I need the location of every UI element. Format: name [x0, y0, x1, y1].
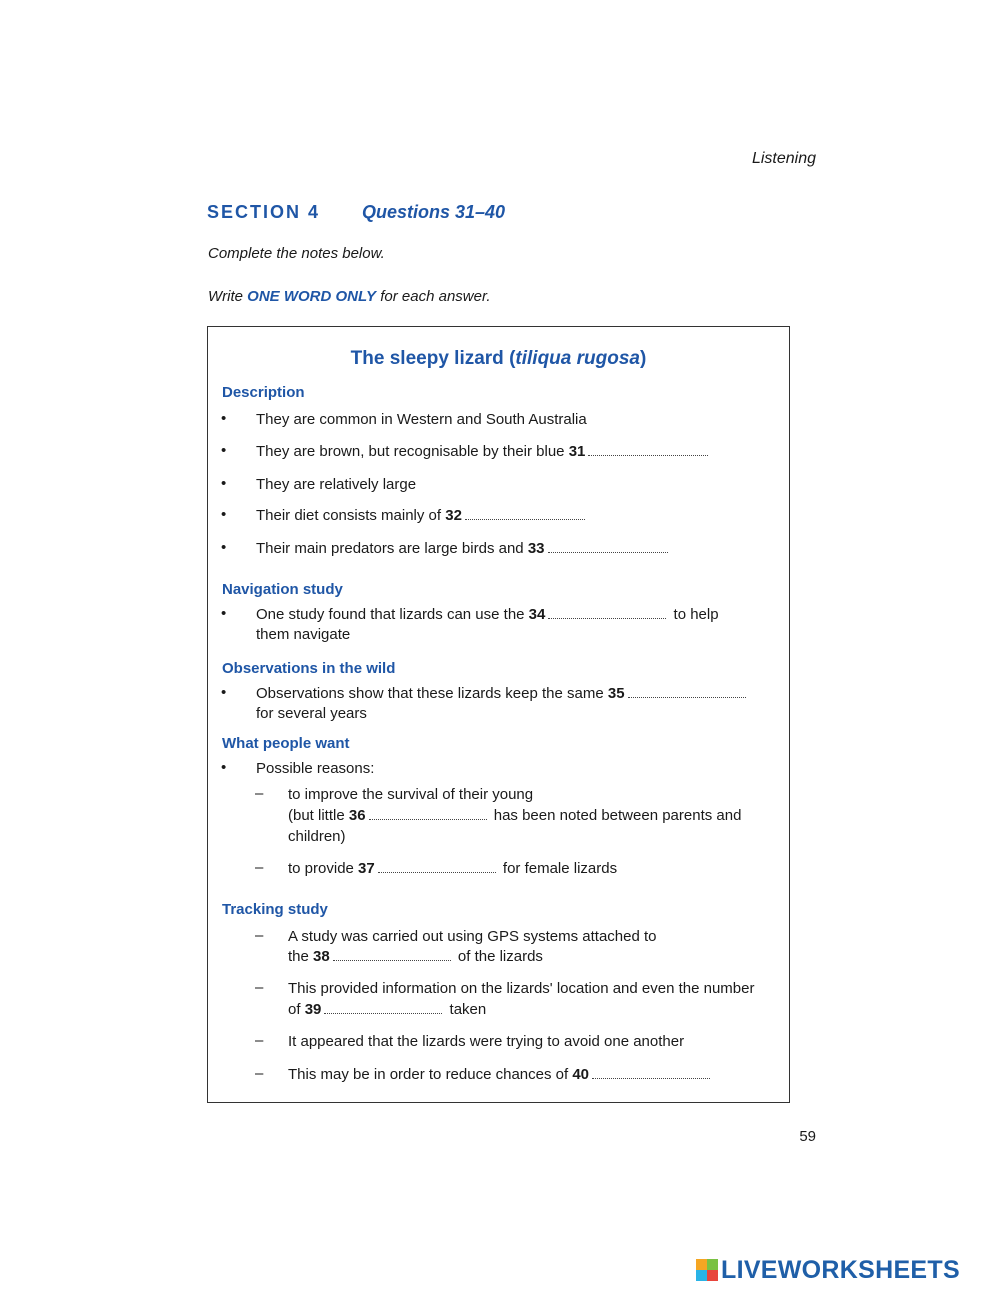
tracking-1-b-post: of the lizards — [457, 948, 543, 965]
bullet-icon: • — [221, 475, 227, 492]
tracking-2-b — [288, 999, 486, 1020]
tracking-1-b-pre: the — [288, 948, 309, 965]
people-reason-1: to improve the survival of their young — [288, 786, 534, 803]
tracking-4-pre: This may be in order to reduce chances of — [288, 1066, 569, 1083]
liveworksheets-logo-text: LIVEWORKSHEETS — [721, 1255, 960, 1284]
question-number-37: 37 — [358, 860, 375, 877]
question-number-35: 35 — [607, 685, 625, 702]
bullet-icon: • — [221, 684, 227, 701]
answer-blank-40[interactable] — [592, 1066, 710, 1079]
section-label: SECTION 4 — [207, 202, 321, 222]
tracking-4 — [288, 1064, 713, 1085]
desc-bullet-5 — [256, 538, 671, 559]
navigation-continuation: them navigate — [256, 626, 351, 643]
question-number-39: 39 — [304, 1001, 322, 1018]
desc-bullet-1: They are common in Western and South Australia — [256, 411, 587, 428]
instruction-rest: for each answer. — [380, 288, 491, 305]
dash-icon: – — [255, 979, 264, 996]
liveworksheets-logo — [696, 1256, 960, 1284]
people-reason-1-b-post: has been noted between parents and — [493, 807, 742, 824]
answer-blank-31[interactable] — [588, 443, 708, 456]
people-reason-2-post: for female lizards — [502, 860, 618, 877]
dash-icon: – — [255, 785, 264, 802]
question-number-31: 31 — [568, 443, 586, 460]
heading-navigation: Navigation study — [222, 581, 343, 598]
heading-people-want: What people want — [222, 735, 350, 752]
people-reason-1-b-pre: (but little — [288, 807, 345, 824]
title-species: tiliqua rugosa — [515, 348, 640, 369]
people-reason-1-c: children) — [288, 828, 346, 845]
bullet-icon: • — [221, 506, 227, 523]
bullet-icon: • — [221, 442, 227, 459]
questions-range: Questions 31–40 — [362, 202, 506, 222]
people-reason-2 — [288, 858, 617, 879]
desc-bullet-2 — [256, 441, 711, 462]
bullet-icon: • — [221, 759, 227, 776]
question-number-34: 34 — [528, 606, 546, 623]
navigation-bullet — [256, 604, 719, 625]
people-reason-1-b — [288, 805, 741, 826]
desc-bullet-3: They are relatively large — [256, 476, 417, 493]
question-number-33: 33 — [527, 540, 545, 557]
heading-observations: Observations in the wild — [222, 660, 396, 677]
bullet-icon: • — [221, 605, 227, 622]
dash-icon: – — [255, 1032, 264, 1049]
instruction-complete: Complete the notes below. — [208, 245, 385, 262]
question-number-36: 36 — [348, 807, 366, 824]
answer-blank-38[interactable] — [333, 948, 451, 961]
instruction-emphasis: ONE WORD ONLY — [247, 288, 377, 305]
answer-blank-33[interactable] — [548, 540, 668, 553]
tracking-1-b — [288, 946, 543, 967]
observations-text: Observations show that these lizards keep the same — [256, 685, 604, 702]
liveworksheets-logo-icon — [696, 1259, 718, 1281]
tracking-3: It appeared that the lizards were trying to avoid one another — [288, 1033, 685, 1050]
instruction-write: Write — [208, 288, 243, 305]
bullet-icon: • — [221, 539, 227, 556]
bullet-icon: • — [221, 410, 227, 427]
tracking-2-b-post: taken — [449, 1001, 487, 1018]
people-reasons: Possible reasons: — [256, 760, 375, 777]
answer-blank-35[interactable] — [628, 685, 746, 698]
answer-blank-39[interactable] — [324, 1001, 442, 1014]
tracking-2: This provided information on the lizards' location and even the number — [288, 980, 755, 997]
question-number-38: 38 — [313, 948, 330, 965]
desc-bullet-2-text: They are brown, but recognisable by their blue — [256, 443, 565, 460]
title-pre: The sleepy lizard ( — [350, 348, 516, 369]
title-post: ) — [639, 348, 647, 369]
notes-title — [207, 348, 790, 370]
observations-continuation: for several years — [256, 705, 367, 722]
people-reason-2-pre: to provide — [288, 860, 354, 877]
answer-blank-32[interactable] — [465, 507, 585, 520]
heading-description: Description — [222, 384, 305, 401]
desc-bullet-5-text: Their main predators are large birds and — [256, 540, 524, 557]
navigation-post: to help — [673, 606, 719, 623]
observations-bullet — [256, 683, 749, 704]
heading-tracking: Tracking study — [222, 901, 328, 918]
tracking-2-b-pre: of — [288, 1001, 301, 1018]
desc-bullet-4 — [256, 505, 588, 526]
answer-blank-34[interactable] — [548, 606, 666, 619]
answer-blank-37[interactable] — [378, 860, 496, 873]
dash-icon: – — [255, 927, 264, 944]
dash-icon: – — [255, 1065, 264, 1082]
instruction-word-limit — [208, 288, 491, 305]
running-head: Listening — [751, 150, 816, 167]
page-number: 59 — [799, 1128, 816, 1145]
dash-icon: – — [255, 859, 264, 876]
question-number-32: 32 — [445, 507, 462, 524]
answer-blank-36[interactable] — [369, 807, 487, 820]
tracking-1: A study was carried out using GPS systems attached to — [288, 928, 657, 945]
navigation-text: One study found that lizards can use the — [256, 606, 525, 623]
question-number-40: 40 — [572, 1066, 590, 1083]
desc-bullet-4-text: Their diet consists mainly of — [256, 507, 442, 524]
